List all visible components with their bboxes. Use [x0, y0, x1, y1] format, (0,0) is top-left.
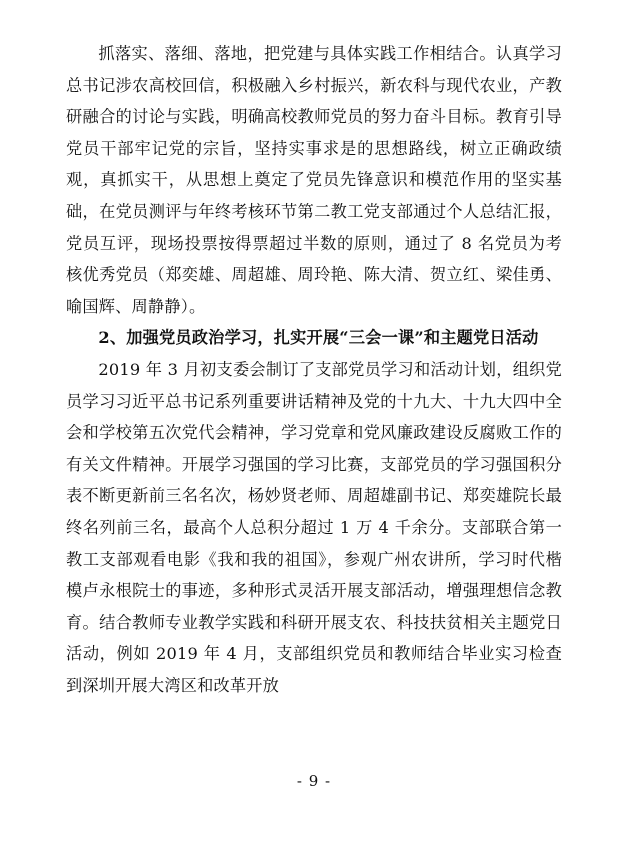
paragraph-body-1: 抓落实、落细、落地，把党建与具体实践工作相结合。认真学习总书记涉农高校回信，积极融入乡村振兴，新农科与现代农业，产教研融合的讨论与实践，明确高校教师党员的努力奋斗目标。教育引导党员干部牢记党的宗旨，坚持实事求是的思想路线，树立正确政绩观，真抓实干，从思想上奠定了党员先锋意识和模范作用的坚实基础，在党员测评与年终考核环节第二教工党支部通过个人总结汇报，党员互评，现场投票按得票超过半数的原则，通过了 8 名党员为考核优秀党员（郑奕雄、周超雄、周玲艳、陈大清、贺立红、梁佳勇、喻国辉、周静静）。	[66, 44, 562, 316]
paragraph-body-2: 2019 年 3 月初支委会制订了支部党员学习和活动计划，组织党员学习习近平总书记系列重要讲话精神及党的十九大、十九大四中全会和学校第五次党代会精神，学习党章和党风廉政建设反腐败工作的有关文件精神。开展学习强国的学习比赛，支部党员的学习强国积分表不断更新前三名名次，杨妙贤老师、周超雄副书记、郑奕雄院长最终名列前三名，最高个人总积分超过 1 万 4 千余分。支部联合第一教工支部观看电影《我和我的祖国》，参观广州农讲所，学习时代楷模卢永根院士的事迹，多种形式灵活开展支部活动，增强理想信念教育。结合教师专业教学实践和科研开展支农、科技扶贫相关主题党日活动，例如 2019 年 4 月，支部组织党员和教师结合毕业实习检查到深圳开展大湾区和改革开放	[66, 359, 562, 695]
page-number: - 9 -	[296, 772, 332, 790]
paragraph-heading-1: 2、加强党员政治学习，扎实开展“三会一课”和主题党日活动	[98, 328, 539, 348]
page-content	[66, 38, 562, 701]
